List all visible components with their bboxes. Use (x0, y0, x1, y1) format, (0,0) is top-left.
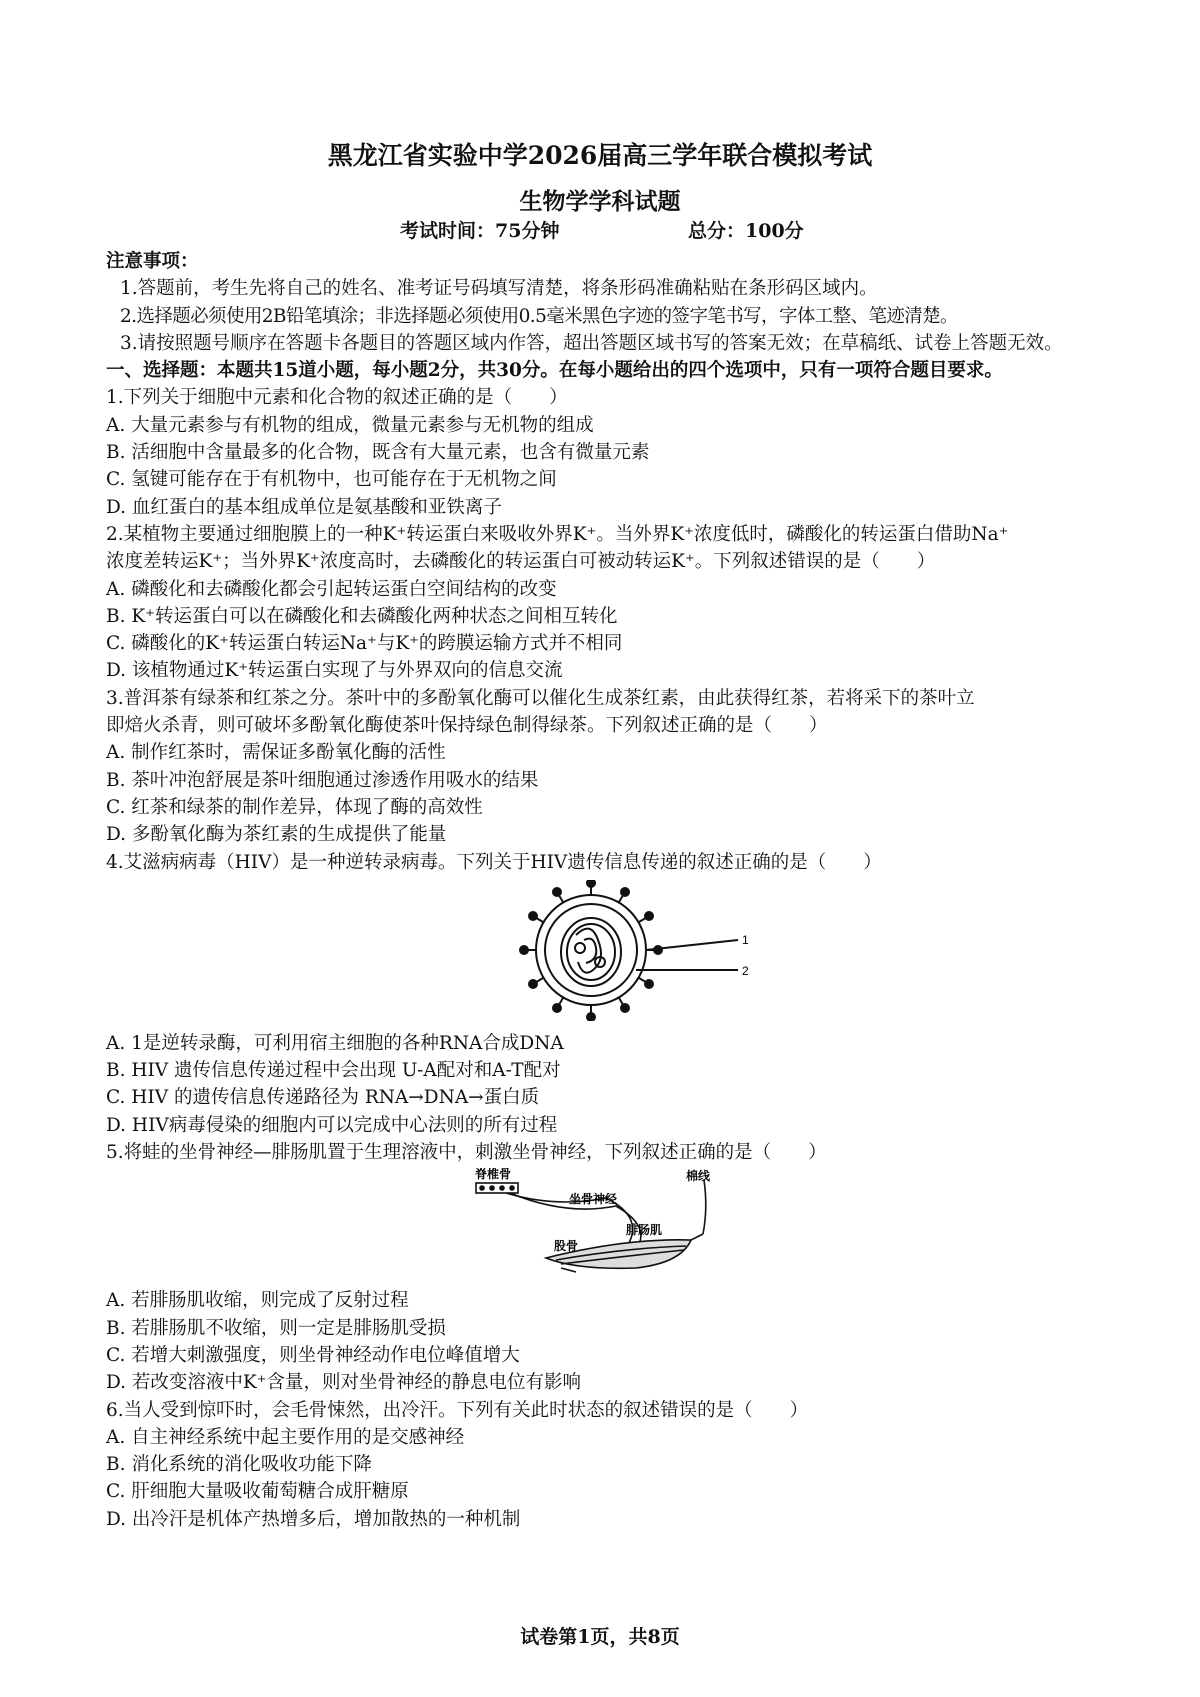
question-stem: 1.下列关于细胞中元素和化合物的叙述正确的是（ ） (106, 387, 568, 409)
label-cotton-thread: 棉线 (686, 1169, 711, 1184)
question-stem-cont: 即焙火杀青，则可破坏多酚氧化酶使茶叶保持绿色制得绿茶。下列叙述正确的是（ ） (106, 715, 828, 737)
frog-nerve-muscle-diagram (106, 1168, 1106, 1283)
label-vertebra: 脊椎骨 (475, 1168, 512, 1182)
option: A. 大量元素参与有机物的组成，微量元素参与无机物的组成 (106, 414, 594, 436)
option: A. 1是逆转录酶，可利用宿主细胞的各种RNA合成DNA (106, 1032, 564, 1054)
option: B. 若腓肠肌不收缩，则一定是腓肠肌受损 (106, 1317, 446, 1339)
option: C. 氢键可能存在于有机物中，也可能存在于无机物之间 (106, 469, 557, 491)
option: B. K⁺转运蛋白可以在磷酸化和去磷酸化两种状态之间相互转化 (106, 605, 618, 627)
option: A. 磷酸化和去磷酸化都会引起转运蛋白空间结构的改变 (106, 578, 557, 600)
option: D. 出冷汗是机体产热增多后，增加散热的一种机制 (106, 1508, 521, 1530)
option: C. 肝细胞大量吸收葡萄糖合成肝糖原 (106, 1481, 409, 1503)
figure-label-2: 2 (742, 963, 749, 978)
hiv-virus-figure (106, 880, 1106, 1021)
exam-time: 考试时间：75分钟 (400, 220, 560, 242)
exam-total-score: 总分：100分 (688, 220, 804, 242)
option: C. 磷酸化的K⁺转运蛋白转运Na⁺与K⁺的跨膜运输方式并不相同 (106, 633, 623, 655)
option: D. 该植物通过K⁺转运蛋白实现了与外界双向的信息交流 (106, 660, 563, 682)
section-heading: 一、选择题：本题共15道小题，每小题2分，共30分。在每小题给出的四个选项中，只有一项符合题目要求。 (106, 360, 1003, 382)
figure-label-1: 1 (742, 932, 749, 947)
option: D. 若改变溶液中K⁺含量，则对坐骨神经的静息电位有影响 (106, 1372, 582, 1394)
exam-subtitle: 生物学学科试题 (519, 188, 681, 215)
option: B. HIV 遗传信息传递过程中会出现 U-A配对和A-T配对 (106, 1060, 561, 1082)
question-stem-cont: 浓度差转运K⁺；当外界K⁺浓度高时，去磷酸化的转运蛋白可被动转运K⁺。下列叙述错误的是（ ） (106, 551, 936, 573)
option: B. 消化系统的消化吸收功能下降 (106, 1454, 372, 1476)
question-stem: 2.某植物主要通过细胞膜上的一种K⁺转运蛋白来吸收外界K⁺。当外界K⁺浓度低时，磷酸化的转运蛋白借助Na⁺ (106, 523, 1009, 545)
exam-content (106, 248, 1106, 1533)
question-stem: 4.艾滋病病毒（HIV）是一种逆转录病毒。下列关于HIV遗传信息传递的叙述正确的是（ ） (106, 851, 882, 873)
label-sciatic-nerve: 坐骨神经 (569, 1192, 618, 1207)
question-stem: 3.普洱茶有绿茶和红茶之分。茶叶中的多酚氧化酶可以催化生成茶红素，由此获得红茶，若将采下的茶叶立 (106, 687, 975, 709)
notice-item: 2.选择题必须使用2B铅笔填涂；非选择题必须使用0.5毫米黑色字迹的签字笔书写，字体工整、笔迹清楚。 (120, 305, 958, 327)
frog-nerve-muscle-figure (106, 1168, 1106, 1283)
exam-title: 黑龙江省实验中学2026届高三学年联合模拟考试 (327, 141, 873, 170)
option: A. 若腓肠肌收缩，则完成了反射过程 (106, 1290, 409, 1312)
notice-item: 3.请按照题号顺序在答题卡各题目的答题区域内作答，超出答题区域书写的答案无效；在草稿纸、试卷上答题无效。 (120, 332, 1063, 354)
label-femur: 股骨 (554, 1239, 579, 1254)
option: A. 自主神经系统中起主要作用的是交感神经 (106, 1426, 465, 1448)
question-stem: 5.将蛙的坐骨神经—腓肠肌置于生理溶液中，刺激坐骨神经，下列叙述正确的是（ ） (106, 1142, 827, 1164)
option: D. 血红蛋白的基本组成单位是氨基酸和亚铁离子 (106, 496, 502, 518)
option: C. HIV 的遗传信息传递路径为 RNA→DNA→蛋白质 (106, 1087, 540, 1109)
question-stem: 6.当人受到惊吓时，会毛骨悚然，出冷汗。下列有关此时状态的叙述错误的是（ ） (106, 1399, 809, 1421)
option: D. HIV病毒侵染的细胞内可以完成中心法则的所有过程 (106, 1114, 558, 1136)
option: C. 红茶和绿茶的制作差异，体现了酶的高效性 (106, 796, 483, 818)
label-gastrocnemius: 腓肠肌 (626, 1223, 663, 1238)
page-footer: 试卷第1页，共8页 (520, 1626, 680, 1648)
option: D. 多酚氧化酶为茶红素的生成提供了能量 (106, 824, 447, 846)
hiv-diagram (106, 880, 1106, 1021)
notice-item: 1.答题前，考生先将自己的姓名、准考证号码填写清楚，将条形码准确粘贴在条形码区域内。 (120, 278, 878, 300)
option: C. 若增大刺激强度，则坐骨神经动作电位峰值增大 (106, 1344, 520, 1366)
option: B. 活细胞中含量最多的化合物，既含有大量元素，也含有微量元素 (106, 442, 650, 464)
notice-heading: 注意事项： (106, 251, 199, 272)
option: B. 茶叶冲泡舒展是茶叶细胞通过渗透作用吸水的结果 (106, 769, 539, 791)
option: A. 制作红茶时，需保证多酚氧化酶的活性 (106, 742, 446, 764)
